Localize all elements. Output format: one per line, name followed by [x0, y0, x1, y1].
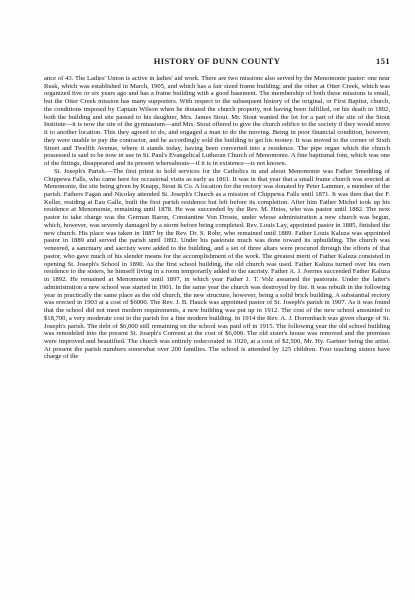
- running-head: [44, 56, 390, 70]
- page-number: 151: [376, 56, 390, 66]
- paragraph-st-josephs-parish: St. Joseph's Parish.—The first priest to hold services for the Catholics in and about Menomonie was Father Smedding of Chippewa Falls, who came here for occasional visits as early as 1861. It was in that year that a small frame church was erected at Menomonie, the site being given by Knapp, Stout & Co. A location for the rectory was donated by Peter Lammer, a member of the parish. Fathers Fagan and Nicolay attended St. Joseph's Church as a mission of Chippewa Falls until 1871. It was then that the F. Keller, residing at Eau Galle, built the first parish residence but left before its completion. After him Father Michel took up his residence at Menomonie, remaining until 1878. He was succeeded by the Rev. M. Heiss, who was pastor until 1882. The next pastor to take charge was the German Baron, Constantine Von Droste, under whose administration a new church was begun, which, however, was severely damaged by a storm before being completed. Rev. Louis Lay, appointed pastor in 1885, finished the new church. His place was taken in 1887 by the Rev. Dr. S. Rohr, who remained until 1889. Father Louis Kaluza was appointed pastor in 1889 and served the parish until 1892. Under his pastorate much was done toward its upbuilding. The church was veneered, a sanctuary and sacristy were added to the building, and a set of three altars were procured through the efforts of that pastor, who gave much of his slender means for the accomplishment of the work. The greatest merit of Father Kaluza consisted in opening St. Joseph's School in 1890. As the first school building, the old church was used. Father Kaluza turned over his own residence to the sisters, he himself living in a room temporarily added to the sacristy. Father A. J. Joerres succeeded Father Kaluza in 1892. He remained at Menomonie until 1897, in which year Father J. T. Volz assumed the pastorate. Under the latter's administration a new school was started in 1901. In the same year the church was destroyed by fire. It was rebuilt in the following year in practically the same place as the old church, the new structure, however, being a solid brick building. A substantial rectory was erected in 1903 at a cost of $6000. The Rev. J. B. Hauck was appointed pastor of St. Joseph's parish in 1907. As it was found that the school did not meet modern requirements, a new building was put up in 1912. The cost of the new school amounted to $18,700, a very moderate cost to the parish for a fine modern building. In 1914 the Rev. A. J. Dorrenbach was given charge of St. Joseph's parish. The debt of $6,000 still remaining on the school was paid off in 1915. The following year the old school building was remodeled into the present St. Joseph's Convent at the cost of $6,000. The old sister's house was removed and the premises were improved and beautified. The church was entirely redecorated in 1920, at a cost of $2,500, Mr. Hy. Gartner being the artist. At present the parish numbers somewhat over 200 families. The school is attended by 125 children. Four teaching sisters have charge of the: [44, 167, 390, 361]
- page-body: [44, 75, 390, 575]
- paragraph-baptist-church: ance of 43. The Ladies' Union is active in ladies' aid work. There are two missions also served by the Menomonie pastor: one near Rusk, which was established in March, 1905, and which has a fair sized frame building; and the other at Otter Creek, which was organized five or six years ago and has a frame building with a good basement. The membership of both these missions is small, but the Otter Creek mission has many supporters. With respect to the subsequent history of the original, or First Baptist, church, the conditions imposed by Captain Wilson when he donated the church property, not having been fulfilled, on his death in 1892, both the building and site passed to his daughter, Mrs. James Stout. Mr. Stout wanted the lot for a part of the site of the Stout Institute—it is now the site of the gymnasium—and Mrs. Stout offered to give the church edifice to the society if they would move it to another location. This they agreed to do, and engaged a man to do the moving. Being in poor financial condition, however, they were unable to pay the contractor, and he accordingly sold the building to get his money. It was moved to the corner of Sixth Street and Twelfth Avenue, where it stands today, having been converted into a residence. The pipe organ which the church possessed is said to be now in use in St. Paul's Evangelical Lutheran Church of Menomonie. A fine baptismal font, which was one of the fittings, disappeared and its present whereabouts—if it is in existence—is not known.: [44, 75, 390, 168]
- page-title: HISTORY OF DUNN COUNTY: [153, 56, 281, 66]
